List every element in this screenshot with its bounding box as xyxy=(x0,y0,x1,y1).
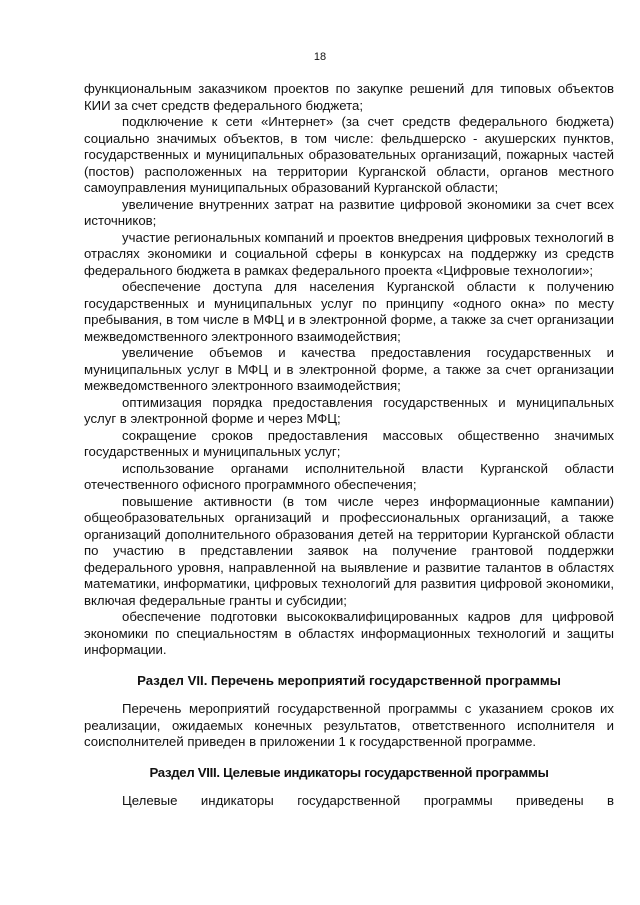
paragraph: повышение активности (в том числе через информационные кампании) общеобразовательных организаций и профессиональных организаций, а также организаций дополнительного образования детей на территории Курганской области по участию в представлении заявок на получение грантовой поддержки федерального уровня, направленной на выявление и развитие талантов в областях математики, информатики, цифровых технологий для развития цифровой экономики, включая федеральные гранты и субсидии; xyxy=(84,493,614,608)
section-7-text: Перечень мероприятий государственной программы с указанием сроков их реализации, ожидаемых конечных результатов, ответственного исполнителя и соисполнителей приведен в приложении 1 к государственной программе. xyxy=(84,701,614,749)
page-number: 18 xyxy=(313,51,327,63)
body-text xyxy=(84,81,614,810)
paragraph: использование органами исполнительной власти Курганской области отечественного офисного программного обеспечения; xyxy=(84,460,614,492)
paragraph: подключение к сети «Интернет» (за счет средств федерального бюджета) социально значимых объектов, в том числе: фельдшерско - акушерских пунктов, государственных и муниципальных образовательных организаций, пожарных частей (постов) расположенных на территории Курганской области, органов местного самоуправления муниципальных образований Курганской области; xyxy=(84,114,614,195)
section-7-heading: Раздел VII. Перечень мероприятий государственной программы xyxy=(137,672,561,688)
paragraph: функциональным заказчиком проектов по закупке решений для типовых объектов КИИ за счет средств федерального бюджета; xyxy=(84,81,614,113)
text-word: государственной xyxy=(297,793,401,808)
paragraph: участие региональных компаний и проектов внедрения цифровых технологий в отраслях экономики и социальной сферы в конкурсах на поддержку из средств федерального бюджета в рамках федерального проекта «Цифровые технологии»; xyxy=(84,229,614,278)
paragraph: сокращение сроков предоставления массовых общественно значимых государственных и муниципальных услуг; xyxy=(84,427,614,459)
paragraph: увеличение объемов и качества предоставления государственных и муниципальных услуг в МФЦ и в электронной форме, а также за счет организации межведомственного электронного взаимодействия; xyxy=(84,345,614,393)
text-word: приведены xyxy=(516,793,584,808)
paragraph: увеличение внутренних затрат на развитие цифровой экономики за счет всех источников; xyxy=(84,196,614,228)
text-word: индикаторы xyxy=(200,793,274,808)
text-word: в xyxy=(606,793,614,808)
text-word: программы xyxy=(423,793,493,808)
text-word: Целевые xyxy=(122,793,178,808)
section-8-text xyxy=(84,793,614,810)
paragraph: оптимизация порядка предоставления государственных и муниципальных услуг в электронной форме и через МФЦ; xyxy=(84,394,614,426)
section-8-heading: Раздел VIII. Целевые индикаторы государственной программы xyxy=(149,764,549,780)
paragraph: обеспечение доступа для населения Курганской области к получению государственных и муниципальных услуг по принципу «одного окна» по месту пребывания, в том числе в МФЦ и в электронной форме, а также за счет организации межведомственного электронного взаимодействия; xyxy=(84,279,614,344)
paragraph: обеспечение подготовки высококвалифицированных кадров для цифровой экономики по специальностям в областях информационных технологий и защиты информации. xyxy=(84,609,614,657)
